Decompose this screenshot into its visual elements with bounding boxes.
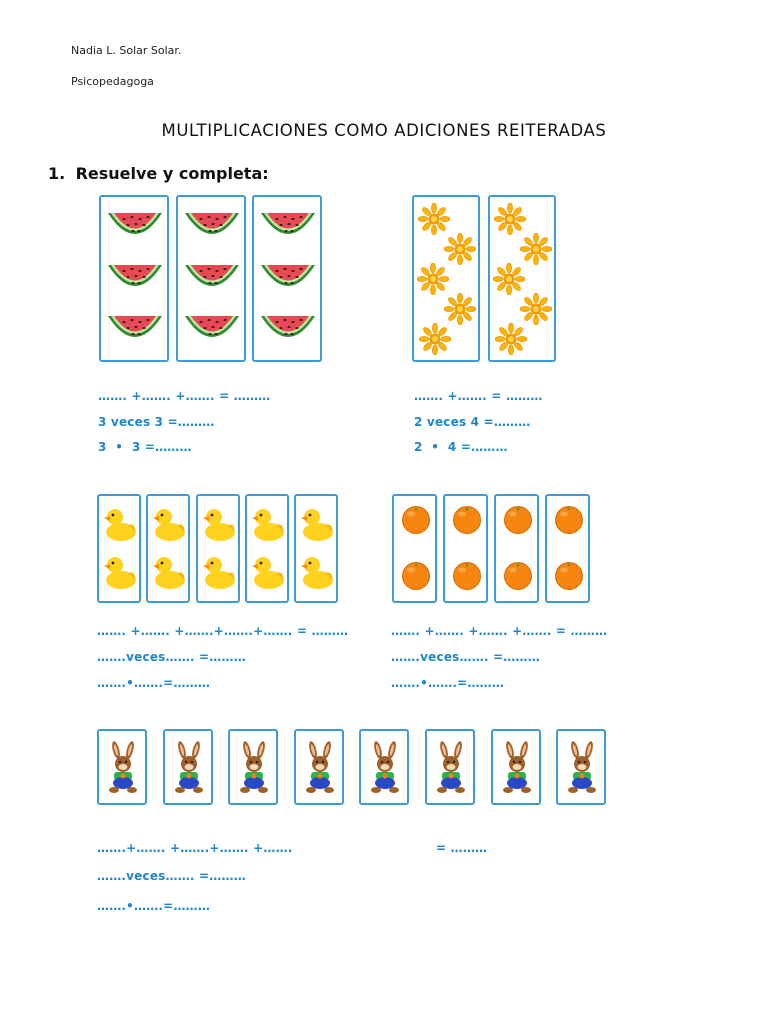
sum-line: ……. +……. +…….+…….+……. = ……… (97, 624, 349, 638)
watermelon-icon (259, 259, 317, 301)
flower-icon (493, 263, 525, 295)
group-card (545, 494, 590, 603)
duck-icon (151, 505, 187, 543)
bunny-icon (104, 741, 142, 795)
group-card (97, 729, 147, 805)
orange-icon (401, 505, 431, 535)
orange-icon (452, 561, 482, 591)
bunny-icon (366, 741, 404, 795)
group-card (294, 494, 338, 603)
group-card (359, 729, 409, 805)
veces-line: …….veces……. =……… (97, 869, 246, 883)
author-name: Nadia L. Solar Solar. (71, 44, 182, 57)
flower-icon (444, 233, 476, 265)
watermelon-icon (106, 310, 164, 352)
flower-icon (444, 293, 476, 325)
duck-icon (250, 553, 286, 591)
flower-icon (520, 293, 552, 325)
sum-line: …….+……. +…….+……. +……. (97, 841, 293, 855)
product-line: …….•…….=……… (391, 676, 505, 690)
orange-icon (503, 561, 533, 591)
veces-line: 3 veces 3 =……… (98, 415, 215, 429)
product-line: …….•…….=……… (97, 899, 211, 913)
group-card (146, 494, 190, 603)
bunny-icon (170, 741, 208, 795)
duck-icon (299, 505, 335, 543)
group-card (97, 494, 141, 603)
instruction-text: Resuelve y completa: (75, 164, 269, 183)
duck-icon (102, 505, 138, 543)
veces-line: 2 veces 4 =……… (414, 415, 531, 429)
bunny-icon (432, 741, 470, 795)
flower-icon (495, 323, 527, 355)
group-card (443, 494, 488, 603)
product-line: 2 • 4 =……… (414, 440, 508, 454)
veces-line: …….veces……. =……… (391, 650, 540, 664)
flower-icon (419, 323, 451, 355)
flower-icon (418, 203, 450, 235)
bunny-icon (235, 741, 273, 795)
group-card (163, 729, 213, 805)
veces-line: …….veces……. =……… (97, 650, 246, 664)
instruction (48, 164, 269, 183)
watermelon-icon (106, 259, 164, 301)
product-line: …….•…….=……… (97, 676, 211, 690)
group-card (196, 494, 240, 603)
group-card (245, 494, 289, 603)
duck-icon (151, 553, 187, 591)
page-title: MULTIPLICACIONES COMO ADICIONES REITERADAS (161, 121, 607, 140)
duck-icon (102, 553, 138, 591)
sum-line: ……. +……. +……. +……. = ……… (391, 624, 608, 638)
duck-icon (201, 553, 237, 591)
orange-icon (554, 561, 584, 591)
duck-icon (299, 553, 335, 591)
orange-icon (503, 505, 533, 535)
group-card (425, 729, 475, 805)
bunny-icon (563, 741, 601, 795)
sum-line: ……. +……. +……. = ……… (98, 389, 271, 403)
bunny-icon (498, 741, 536, 795)
sum-line: ……. +……. = ……… (414, 389, 543, 403)
group-card (494, 494, 539, 603)
group-card (392, 494, 437, 603)
flower-icon (494, 203, 526, 235)
group-card (99, 195, 169, 362)
group-card (294, 729, 344, 805)
watermelon-icon (183, 207, 241, 249)
instruction-number: 1. (48, 164, 66, 183)
orange-icon (401, 561, 431, 591)
group-card (491, 729, 541, 805)
watermelon-icon (259, 207, 317, 249)
group-card (556, 729, 606, 805)
flower-icon (417, 263, 449, 295)
watermelon-icon (183, 310, 241, 352)
orange-icon (554, 505, 584, 535)
flower-icon (520, 233, 552, 265)
bunny-icon (301, 741, 339, 795)
duck-icon (250, 505, 286, 543)
group-card (488, 195, 556, 362)
watermelon-icon (259, 310, 317, 352)
author-role: Psicopedagoga (71, 75, 154, 88)
watermelon-icon (106, 207, 164, 249)
duck-icon (201, 505, 237, 543)
watermelon-icon (183, 259, 241, 301)
group-card (252, 195, 322, 362)
group-card (228, 729, 278, 805)
product-line: 3 • 3 =……… (98, 440, 192, 454)
group-card (176, 195, 246, 362)
sum-result: = ……… (436, 841, 488, 855)
orange-icon (452, 505, 482, 535)
group-card (412, 195, 480, 362)
